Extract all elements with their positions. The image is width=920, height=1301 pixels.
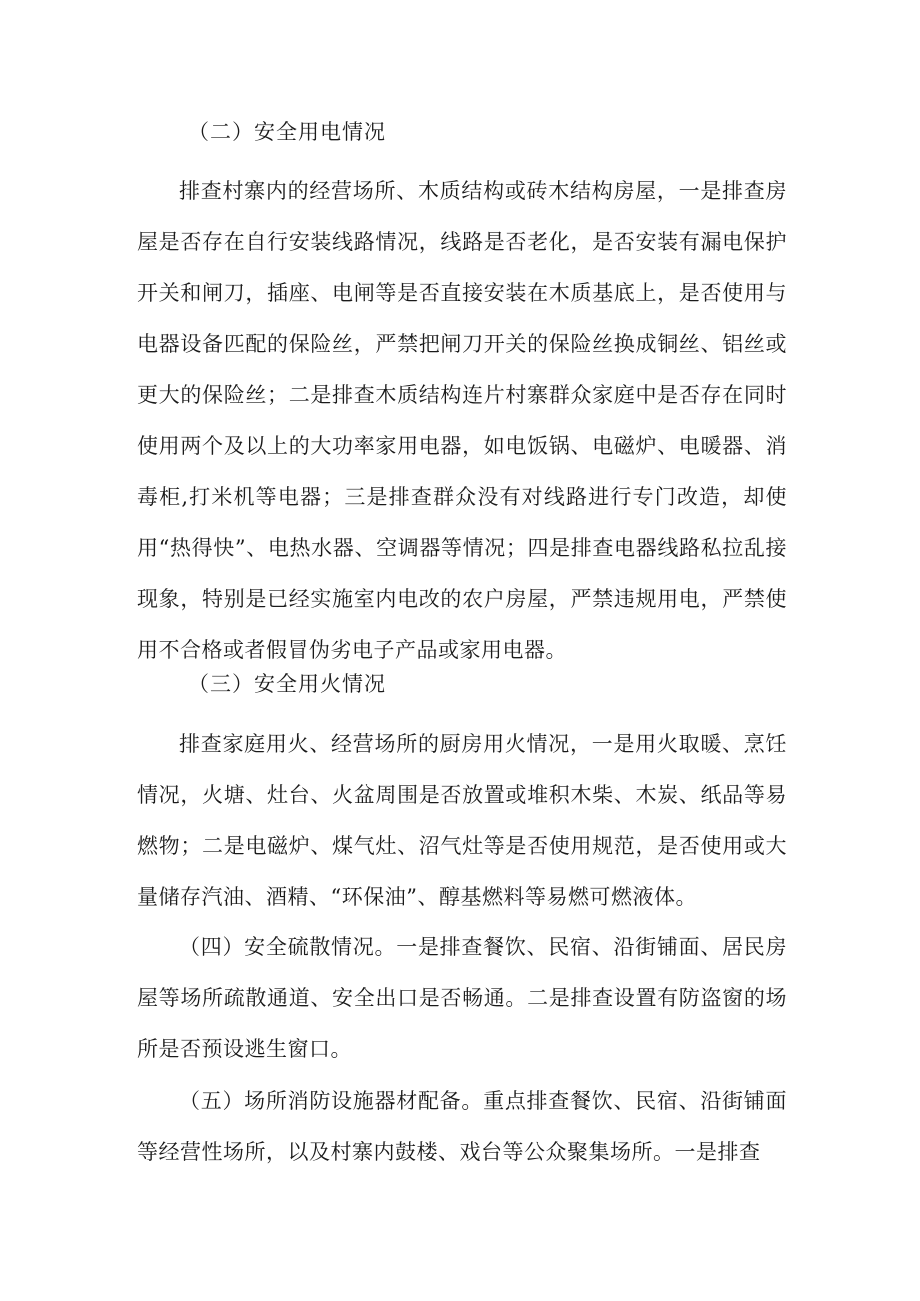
section-body-electricity: 排查村寨内的经营场所、木质结构或砖木结构房屋，一是排查房屋是否存在自行安装线路情况，线路是否老化，是否安装有漏电保护开关和闸刀，插座、电闸等是否直接安装在木质基底上，是否使用与电器设备匹配的保险丝，严禁把闸刀开关的保险丝换成铜丝、铝丝或更大的保险丝；二是排查木质结构连片村寨群众家庭中是否存在同时使用两个及以上的大功率家用电器，如电饭锅、电磁炉、电暖器、消毒柜,打米机等电器；三是排查群众没有对线路进行专门改造，却使用“热得快”、电热水器、空调器等情况；四是排查电器线路私拉乱接现象，特别是已经实施室内电改的农户房屋，严禁违规用电，严禁使用不合格或者假冒伪劣电子产品或家用电器。 bbox=[137, 179, 787, 662]
section-heading-fire: （三）安全用火情况 bbox=[188, 672, 386, 696]
section-body-fire: 排查家庭用火、经营场所的厨房用火情况，一是用火取暖、烹饪情况，火塘、灶台、火盆周围是否放置或堆积木柴、木炭、纸品等易燃物；二是电磁炉、煤气灶、沼气灶等是否使用规范，是否使用或大量储存汽油、酒精、“环保油”、醇基燃料等易燃可燃液体。 bbox=[137, 732, 787, 909]
section-heading-electricity: （二）安全用电情况 bbox=[188, 120, 386, 144]
section-body-evacuation: （四）安全硫散情况。一是排查餐饮、民宿、沿街铺面、居民房屋等场所疏散通道、安全出口是否畅通。二是排查设置有防盗窗的场所是否预设逃生窗口。 bbox=[137, 935, 787, 1061]
section-body-equipment: （五）场所消防设施器材配备。重点排查餐饮、民宿、沿街铺面等经营性场所，以及村寨内鼓楼、戏台等公众聚集场所。一是排查 bbox=[137, 1089, 787, 1164]
